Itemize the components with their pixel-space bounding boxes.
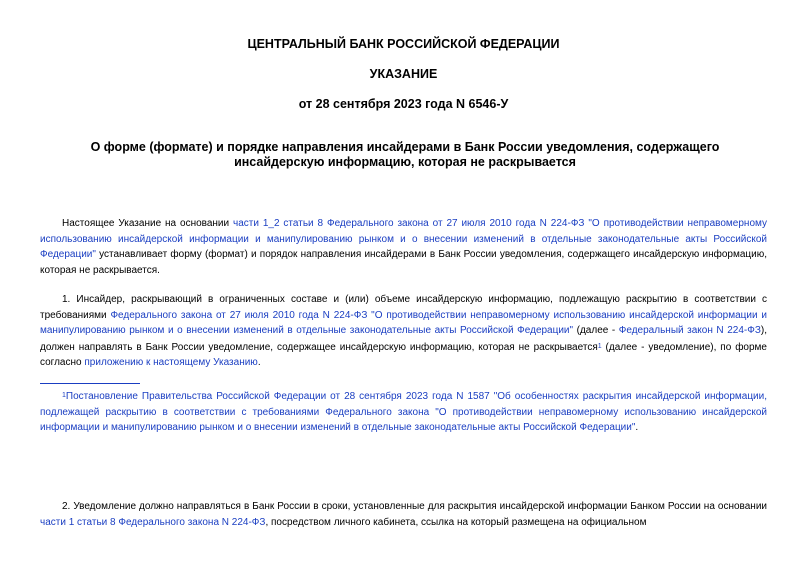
p1-text-4: (далее - уведомление), по форме согласно bbox=[40, 341, 767, 368]
paragraph-2 bbox=[40, 499, 767, 530]
intro-text-1: Настоящее Указание на основании bbox=[62, 218, 234, 229]
footnote bbox=[40, 388, 767, 436]
footnote-mark: 1 bbox=[62, 392, 66, 399]
p1-text-5: . bbox=[257, 357, 261, 368]
p2-text-2: , посредством личного кабинета, ссылка на который размещена на официальном bbox=[265, 516, 647, 528]
law-link-part-1-2[interactable]: части 1_2 статьи 8 Федерального закона от 27 июля 2010 года N 224-ФЗ "О противодействии неправомерному использованию инсайдерской информации и манипулированию рынком и о внесении изменений в отдельные законодательные акты Российской Федерации" bbox=[40, 218, 768, 260]
law-link-part-1-art-8[interactable]: части 1 статьи 8 Федерального закона N 224-ФЗ bbox=[40, 516, 266, 528]
law-link-224fz[interactable]: Федерального закона от 27 июля 2010 года N 224-ФЗ "О противодействии неправомерному использованию инсайдерской информации и манипулированию рынком и о внесении изменений в отдельные законодательные акты Российской Федерации" bbox=[40, 309, 767, 336]
law-link-224fz-short[interactable]: Федеральный закон N 224-ФЗ bbox=[618, 325, 761, 336]
document-date-number: от 28 сентября 2023 года N 6546-У bbox=[298, 97, 509, 111]
document-subject: О форме (формате) и порядке направления инсайдерами в Банк России уведомления, содержащего инсайдерскую информацию, которая не раскрывается bbox=[90, 140, 720, 169]
p2-text-1: 2. Уведомление должно направляться в Банк России в сроки, установленные для раскрытия инсайдерской информации Банком России на основании bbox=[62, 501, 767, 512]
footnote-ref[interactable]: 1 bbox=[597, 342, 602, 350]
p1-text-1: 1. Инсайдер, раскрывающий в ограниченных составе и (или) объеме инсайдерскую информацию, подлежащую раскрытию в соответствии с требованиями bbox=[40, 294, 767, 321]
government-decree-link[interactable]: Постановление Правительства Российской Федерации от 28 сентября 2023 года N 1587 "Об особенностях раскрытия инсайдерской информации, подлежащей раскрытию в соответствии с требованиями Федерального закона "О противодействии неправомерному использованию инсайдерской информации и манипулированию рынком и о внесении изменений в отдельные законодательные акты Российской Федерации" bbox=[40, 391, 767, 433]
footnote-divider bbox=[40, 383, 140, 384]
issuer-heading: ЦЕНТРАЛЬНЫЙ БАНК РОССИЙСКОЙ ФЕДЕРАЦИИ bbox=[247, 37, 560, 51]
appendix-link[interactable]: приложению к настоящему Указанию bbox=[84, 357, 258, 368]
intro-paragraph bbox=[40, 216, 767, 278]
p1-text-2: (далее - bbox=[573, 325, 619, 336]
footnote-text-end: . bbox=[635, 422, 639, 433]
p1-text-3: ), должен направлять в Банк России уведомление, содержащее инсайдерскую информацию, которая не раскрывается bbox=[40, 325, 767, 353]
intro-text-2: устанавливает форму (формат) и порядок направления инсайдерами в Банк России уведомления, содержащего инсайдерскую информацию, которая не раскрывается. bbox=[40, 249, 767, 276]
paragraph-1 bbox=[40, 292, 767, 371]
document-type: УКАЗАНИЕ bbox=[369, 67, 438, 81]
